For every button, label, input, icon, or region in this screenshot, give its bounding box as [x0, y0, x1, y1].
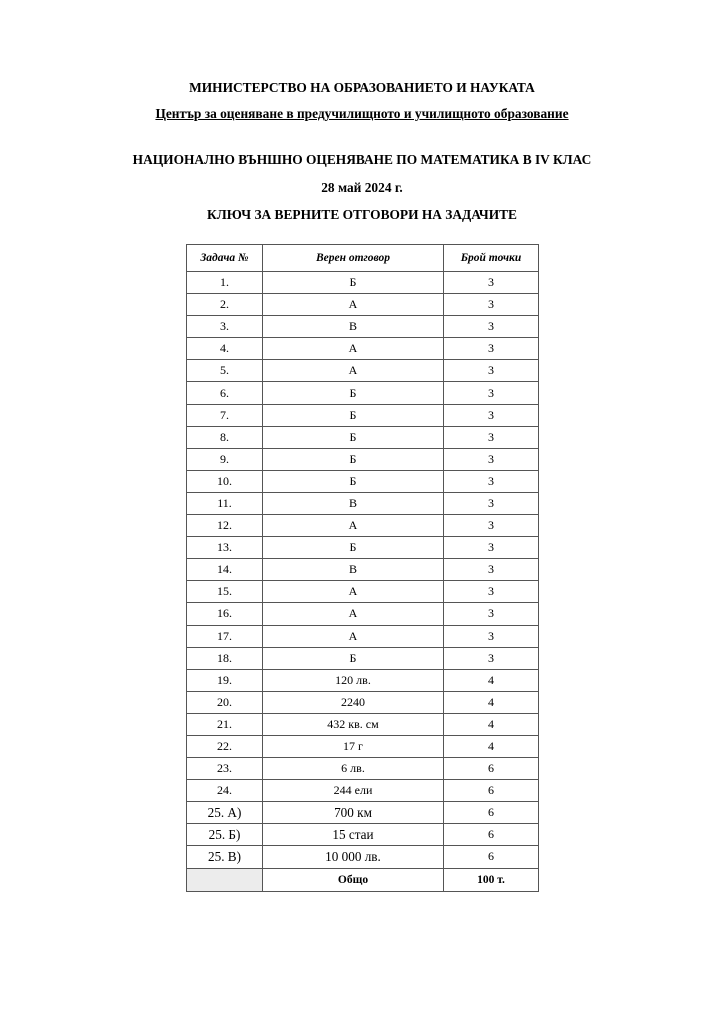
table-row	[187, 294, 539, 316]
task-cell: 3.	[187, 316, 263, 338]
points-cell: 3	[444, 603, 539, 625]
answer-cell: А	[263, 625, 444, 647]
table-row	[187, 780, 539, 802]
table-row	[187, 603, 539, 625]
answer-cell: А	[263, 360, 444, 382]
answer-cell: Б	[263, 426, 444, 448]
total-label: Общо	[263, 868, 444, 891]
table-row	[187, 448, 539, 470]
table-header-row	[187, 245, 539, 272]
table-row	[187, 360, 539, 382]
task-cell: 10.	[187, 470, 263, 492]
points-cell: 3	[444, 581, 539, 603]
task-cell: 12.	[187, 515, 263, 537]
task-cell: 8.	[187, 426, 263, 448]
task-cell: 22.	[187, 735, 263, 757]
table-row	[187, 647, 539, 669]
table-row	[187, 691, 539, 713]
table-row	[187, 824, 539, 846]
answer-cell: Б	[263, 404, 444, 426]
answer-cell: Б	[263, 448, 444, 470]
answer-cell: А	[263, 515, 444, 537]
answer-cell: Б	[263, 537, 444, 559]
task-cell: 21.	[187, 713, 263, 735]
answer-cell: А	[263, 603, 444, 625]
task-cell: 18.	[187, 647, 263, 669]
points-cell: 3	[444, 625, 539, 647]
table-row	[187, 735, 539, 757]
task-cell: 9.	[187, 448, 263, 470]
answer-cell: 700 км	[263, 802, 444, 824]
total-empty-cell	[187, 868, 263, 891]
table-body	[187, 272, 539, 869]
table-row	[187, 581, 539, 603]
answer-cell: А	[263, 338, 444, 360]
points-cell: 6	[444, 758, 539, 780]
answer-cell: 2240	[263, 691, 444, 713]
answer-cell: А	[263, 294, 444, 316]
points-cell: 3	[444, 492, 539, 514]
table-row	[187, 426, 539, 448]
points-cell: 3	[444, 360, 539, 382]
ministry-title: МИНИСТЕРСТВО НА ОБРАЗОВАНИЕТО И НАУКАТА	[189, 80, 535, 95]
exam-date: 28 май 2024 г.	[321, 180, 403, 195]
table-row	[187, 758, 539, 780]
points-cell: 3	[444, 515, 539, 537]
points-cell: 3	[444, 426, 539, 448]
answer-cell: В	[263, 316, 444, 338]
table-row	[187, 802, 539, 824]
points-cell: 3	[444, 316, 539, 338]
points-cell: 3	[444, 470, 539, 492]
task-cell: 11.	[187, 492, 263, 514]
points-cell: 4	[444, 735, 539, 757]
task-cell: 2.	[187, 294, 263, 316]
points-cell: 3	[444, 647, 539, 669]
task-cell: 4.	[187, 338, 263, 360]
answer-cell: В	[263, 559, 444, 581]
task-cell: 23.	[187, 758, 263, 780]
column-header-task: Задача №	[187, 245, 263, 272]
points-cell: 6	[444, 846, 539, 868]
table-row	[187, 382, 539, 404]
table-row	[187, 338, 539, 360]
task-cell: 25. А)	[187, 802, 263, 824]
points-cell: 4	[444, 691, 539, 713]
table-row	[187, 669, 539, 691]
task-cell: 24.	[187, 780, 263, 802]
task-cell: 19.	[187, 669, 263, 691]
task-cell: 25. В)	[187, 846, 263, 868]
task-cell: 7.	[187, 404, 263, 426]
answer-key-title: КЛЮЧ ЗА ВЕРНИТЕ ОТГОВОРИ НА ЗАДАЧИТЕ	[207, 207, 517, 222]
points-cell: 3	[444, 404, 539, 426]
points-cell: 4	[444, 713, 539, 735]
answer-cell: Б	[263, 382, 444, 404]
column-header-answer: Верен отговор	[263, 245, 444, 272]
task-cell: 25. Б)	[187, 824, 263, 846]
answer-cell: 6 лв.	[263, 758, 444, 780]
answer-cell: 10 000 лв.	[263, 846, 444, 868]
answer-cell: В	[263, 492, 444, 514]
answer-cell: 15 стаи	[263, 824, 444, 846]
points-cell: 3	[444, 559, 539, 581]
exam-title: НАЦИОНАЛНО ВЪНШНО ОЦЕНЯВАНЕ ПО МАТЕМАТИКА В IV КЛАС	[132, 152, 592, 167]
task-cell: 1.	[187, 272, 263, 294]
points-cell: 6	[444, 780, 539, 802]
task-cell: 5.	[187, 360, 263, 382]
center-title: Център за оценяване в предучилищното и училищното образование	[155, 106, 569, 121]
points-cell: 6	[444, 802, 539, 824]
task-cell: 6.	[187, 382, 263, 404]
points-cell: 4	[444, 669, 539, 691]
answer-cell: 432 кв. см	[263, 713, 444, 735]
total-points: 100 т.	[444, 868, 539, 891]
points-cell: 3	[444, 537, 539, 559]
points-cell: 3	[444, 272, 539, 294]
table-row	[187, 537, 539, 559]
task-cell: 13.	[187, 537, 263, 559]
table-row	[187, 713, 539, 735]
answer-cell: Б	[263, 470, 444, 492]
task-cell: 15.	[187, 581, 263, 603]
task-cell: 14.	[187, 559, 263, 581]
column-header-points: Брой точки	[444, 245, 539, 272]
table-row	[187, 559, 539, 581]
table-row	[187, 846, 539, 868]
answer-cell: Б	[263, 647, 444, 669]
answer-cell: 17 г	[263, 735, 444, 757]
points-cell: 3	[444, 294, 539, 316]
table-row	[187, 470, 539, 492]
answer-cell: 244 ели	[263, 780, 444, 802]
answer-cell: А	[263, 581, 444, 603]
points-cell: 3	[444, 338, 539, 360]
table-row	[187, 492, 539, 514]
points-cell: 3	[444, 448, 539, 470]
answer-key-table	[186, 244, 539, 892]
table-row	[187, 625, 539, 647]
answer-cell: Б	[263, 272, 444, 294]
points-cell: 3	[444, 382, 539, 404]
table-row	[187, 404, 539, 426]
total-row	[187, 868, 539, 891]
answer-cell: 120 лв.	[263, 669, 444, 691]
table-row	[187, 515, 539, 537]
task-cell: 17.	[187, 625, 263, 647]
task-cell: 16.	[187, 603, 263, 625]
task-cell: 20.	[187, 691, 263, 713]
points-cell: 6	[444, 824, 539, 846]
table-row	[187, 272, 539, 294]
table-row	[187, 316, 539, 338]
